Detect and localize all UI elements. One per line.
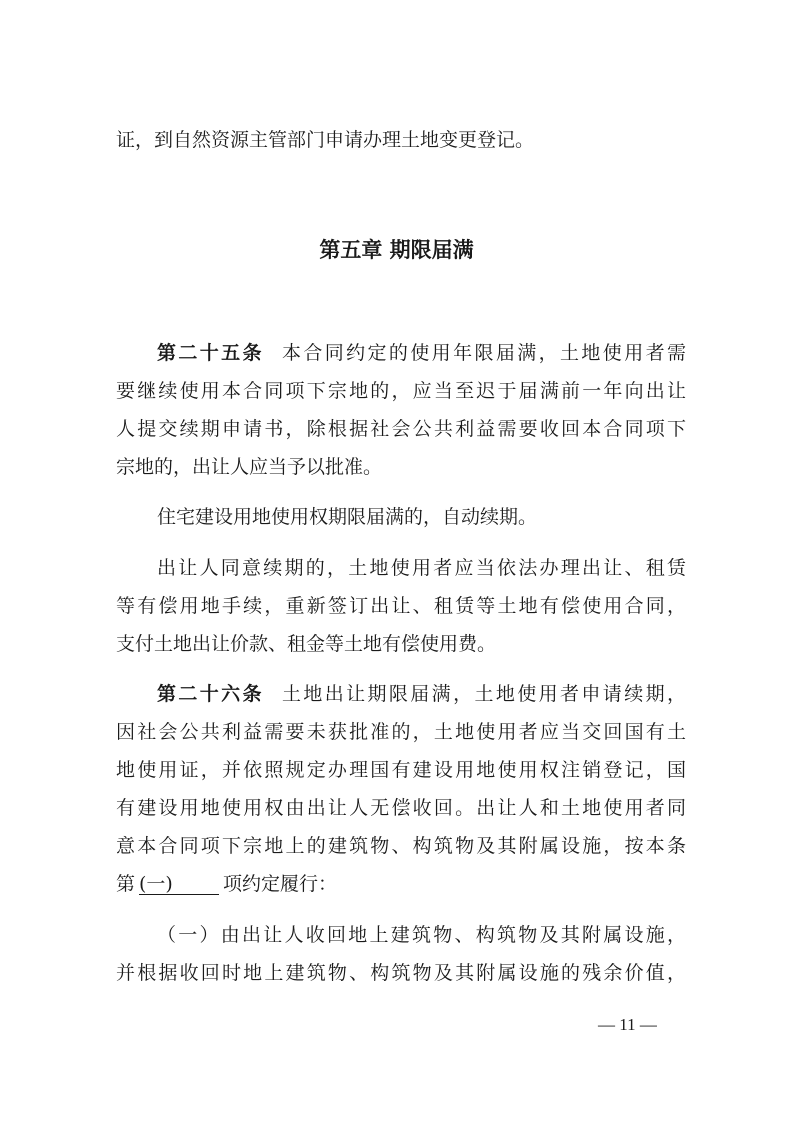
text-span: 土地出让期限届满，土地使用者申请续期， bbox=[281, 683, 686, 705]
text-line: 证，到自然资源主管部门申请办理土地变更登记。 bbox=[116, 129, 535, 151]
chapter-title: 第五章 期限届满 bbox=[319, 238, 474, 262]
article-label: 第二十六条 bbox=[157, 683, 264, 705]
text-span: 项约定履行： bbox=[223, 873, 338, 895]
text-line: 宗地的，出让人应当予以批准。 bbox=[116, 456, 383, 478]
text-line: 人提交续期申请书，除根据社会公共利益需要收回本合同项下 bbox=[116, 418, 686, 440]
page-number: — 11 — bbox=[598, 1015, 657, 1034]
text-line: 并根据收回时地上建筑物、构筑物及其附属设施的残余价值， bbox=[116, 962, 686, 984]
text-line: 住宅建设用地使用权期限届满的，自动续期。 bbox=[157, 506, 538, 528]
text-span: 本合同约定的使用年限届满，土地使用者需 bbox=[281, 342, 686, 364]
article-25-line-1 bbox=[157, 341, 686, 365]
text-span: 第 bbox=[116, 873, 136, 895]
text-line: （一）由出让人收回地上建筑物、构筑物及其附属设施， bbox=[157, 924, 686, 946]
article-26-line-1 bbox=[157, 682, 686, 706]
text-line: 地使用证，并依照规定办理国有建设用地使用权注销登记，国 bbox=[116, 759, 686, 781]
text-line: 意本合同项下宗地上的建筑物、构筑物及其附属设施，按本条 bbox=[116, 835, 686, 857]
text-line: 出让人同意续期的，土地使用者应当依法办理出让、租赁 bbox=[157, 557, 686, 579]
text-line: 要继续使用本合同项下宗地的，应当至迟于届满前一年向出让 bbox=[116, 380, 686, 402]
text-line: 有建设用地使用权由出让人无偿收回。出让人和土地使用者同 bbox=[116, 797, 686, 819]
text-line: 因社会公共利益需要未获批准的，土地使用者应当交回国有土 bbox=[116, 721, 686, 743]
fill-in-blank: (一) bbox=[139, 874, 219, 895]
text-line: 支付土地出让价款、租金等土地有偿使用费。 bbox=[116, 633, 497, 655]
text-line: 等有偿用地手续，重新签订出让、租赁等土地有偿使用合同， bbox=[116, 595, 686, 617]
text-line bbox=[116, 872, 686, 896]
article-label: 第二十五条 bbox=[157, 342, 264, 364]
